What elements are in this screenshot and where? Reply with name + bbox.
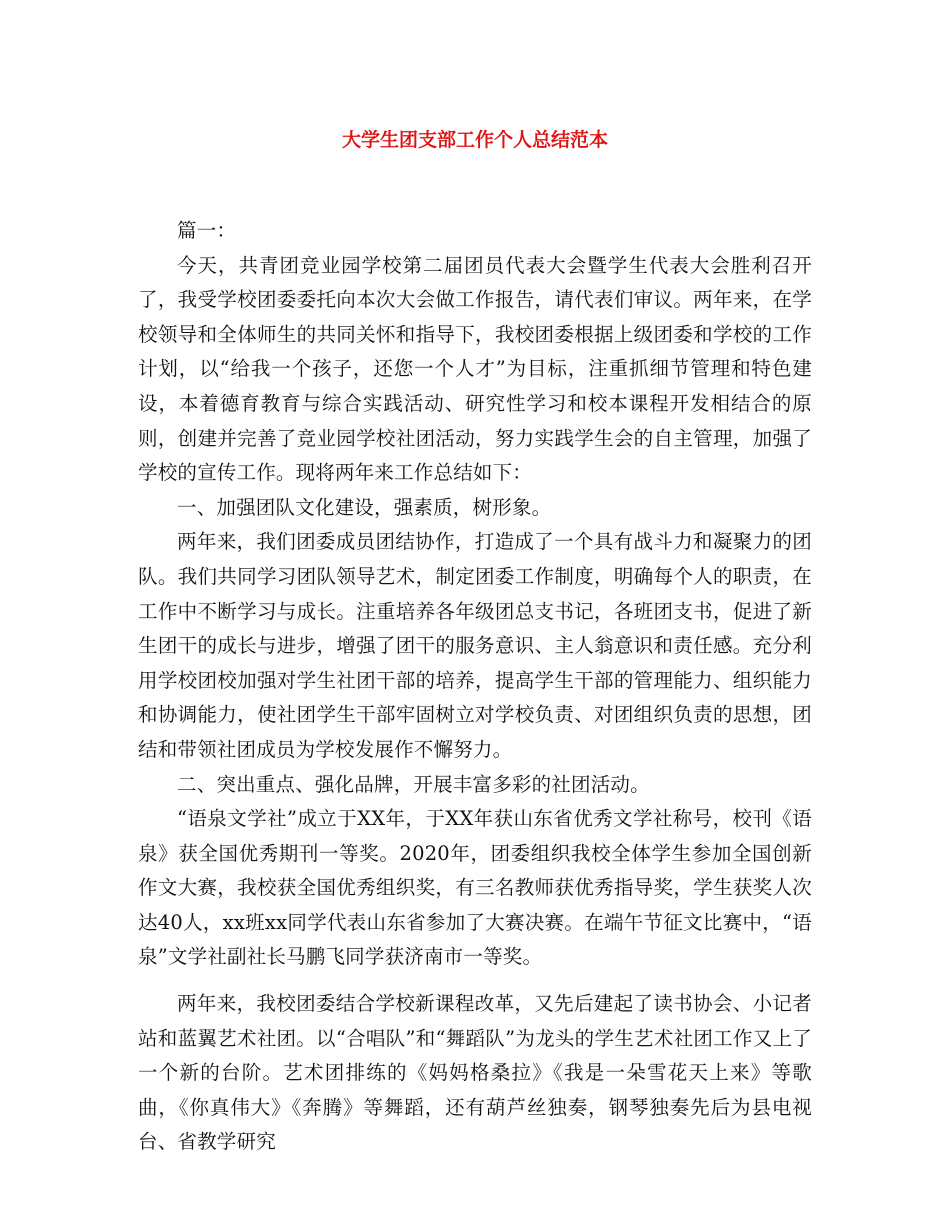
paragraph-intro: 今天，共青团竞业园学校第二届团员代表大会暨学生代表大会胜利召开了，我受学校团委委托向本次大会做工作报告，请代表们审议。两年来，在学校领导和全体师生的共同关怀和指导下，我校团委根据上级团委和学校的工作计划，以“给我一个孩子，还您一个人才”为目标，注重抓细节管理和特色建设，本着德育教育与综合实践活动、研究性学习和校本课程开发相结合的原则，创建并完善了竞业园学校社团活动，努力实践学生会的自主管理，加强了学校的宣传工作。现将两年来工作总结如下： — [138, 253, 812, 485]
paragraph-literature-society: “语泉文学社”成立于XX年，于XX年获山东省优秀文学社称号，校刊《语泉》获全国优秀期刊一等奖。2020年，团委组织我校全体学生参加全国创新作文大赛，我校获全国优秀组织奖，有三名教师获优秀指导奖，学生获奖人次达40人，xx班xx同学代表山东省参加了大赛决赛。在端午节征文比赛中，“语泉”文学社副社长马鹏飞同学获济南市一等奖。 — [138, 807, 812, 969]
paragraph-art-societies: 两年来，我校团委结合学校新课程改革，又先后建起了读书协会、小记者站和蓝翼艺术社团。以“合唱队”和“舞蹈队”为龙头的学生艺术社团工作又上了一个新的台阶。艺术团排练的《妈妈格桑拉》《我是一朵雪花天上来》等歌曲，《你真伟大》《奔腾》等舞蹈，还有葫芦丝独奏，钢琴独奏先后为县电视台、省教学研究 — [138, 992, 812, 1154]
paragraph-heading-one: 一、加强团队文化建设，强素质，树形象。 — [177, 495, 552, 519]
document-title: 大学生团支部工作个人总结范本 — [341, 129, 608, 151]
document-body — [138, 214, 812, 1160]
paragraph-heading-two: 二、突出重点、强化品牌，开展丰富多彩的社团活动。 — [177, 772, 650, 796]
paragraph-team-building: 两年来，我们团委成员团结协作，打造成了一个具有战斗力和凝聚力的团队。我们共同学习团队领导艺术，制定团委工作制度，明确每个人的职责，在工作中不断学习与成长。注重培养各年级团总支书记，各班团支书，促进了新生团干的成长与进步，增强了团干的服务意识、主人翁意识和责任感。充分利用学校团校加强对学生社团干部的培养，提高学生干部的管理能力、组织能力和协调能力，使社团学生干部牢固树立对学校负责、对团组织负责的思想，团结和带领社团成员为学校发展作不懈努力。 — [138, 530, 812, 761]
paragraph-section-label: 篇一： — [177, 219, 237, 242]
